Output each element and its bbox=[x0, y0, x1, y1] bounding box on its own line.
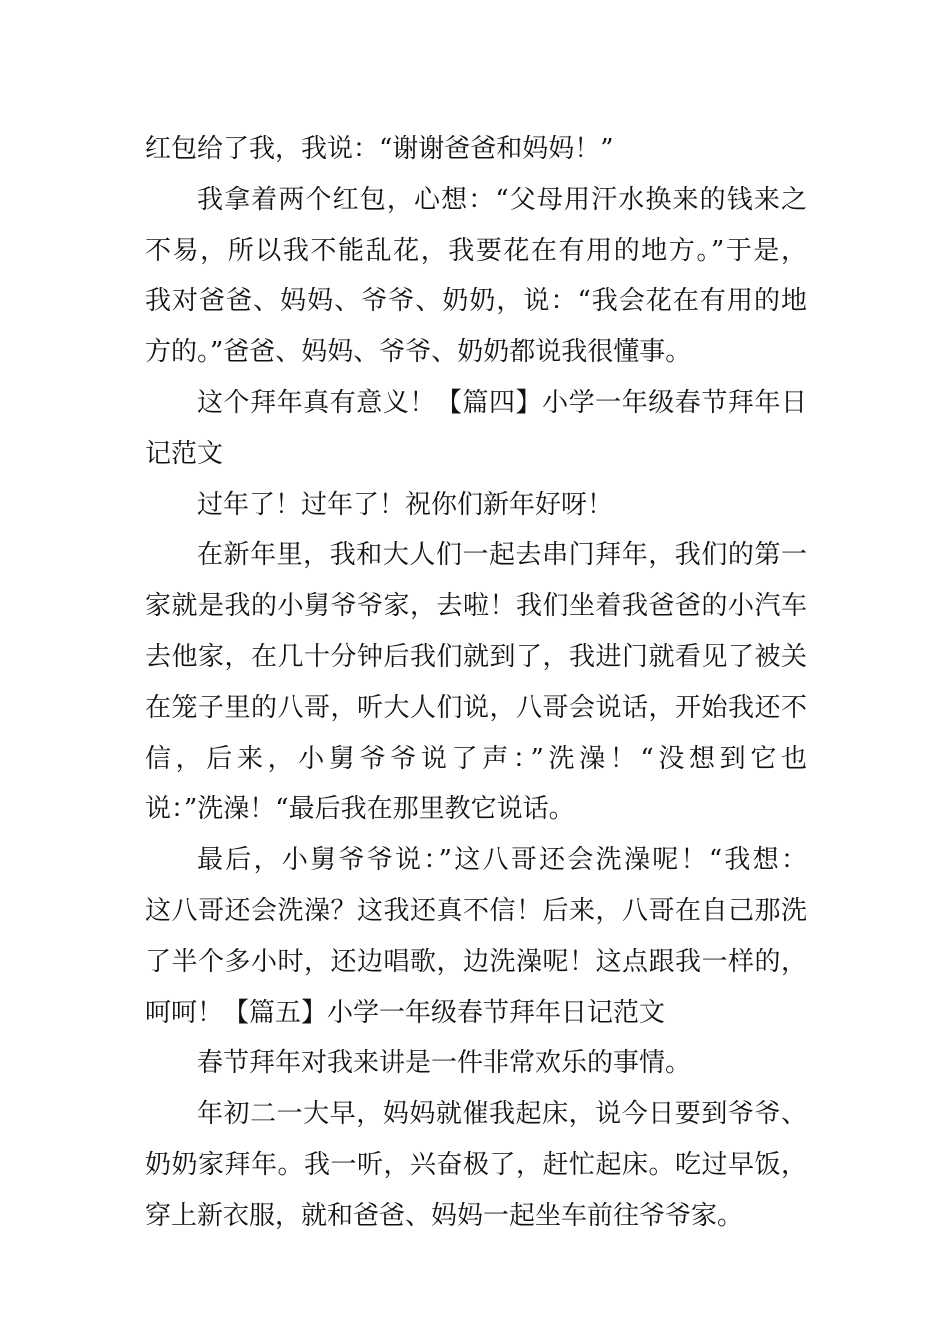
text-line: 我对爸爸、妈妈、爷爷、奶奶，说：“我会花在有用的地 bbox=[145, 286, 807, 317]
text-line: 了半个多小时，还边唱歌，边洗澡呢！这点跟我一样的， bbox=[145, 946, 807, 977]
text-line: 不易，所以我不能乱花，我要花在有用的地方。”于是， bbox=[145, 235, 807, 266]
text-line: 红包给了我，我说：“谢谢爸爸和妈妈！” bbox=[145, 134, 614, 164]
text-line: 信，后来，小舅爷爷说了声：”洗澡！“没想到它也 bbox=[145, 743, 807, 774]
text-line: 春节拜年对我来讲是一件非常欢乐的事情。 bbox=[197, 1048, 692, 1079]
text-line: 家就是我的小舅爷爷家，去啦！我们坐着我爸爸的小汽车 bbox=[145, 591, 807, 622]
text-line: 奶奶家拜年。我一听，兴奋极了，赶忙起床。吃过早饭， bbox=[145, 1149, 807, 1180]
text-line: 这个拜年真有意义！【篇四】小学一年级春节拜年日 bbox=[197, 387, 807, 418]
text-line: 这八哥还会洗澡？这我还真不信！后来，八哥在自己那洗 bbox=[145, 895, 807, 926]
article-body bbox=[145, 124, 807, 1242]
text-line: 在笼子里的八哥，听大人们说，八哥会说话，开始我还不 bbox=[145, 692, 807, 723]
text-line: 过年了！过年了！祝你们新年好呀！ bbox=[197, 489, 614, 520]
text-line: 穿上新衣服，就和爸爸、妈妈一起坐车前往爷爷家。 bbox=[145, 1200, 744, 1231]
text-line: 年初二一大早，妈妈就催我起床，说今日要到爷爷、 bbox=[197, 1099, 807, 1130]
text-line: 最后，小舅爷爷说：”这八哥还会洗澡呢！“我想： bbox=[197, 845, 807, 876]
text-line: 呵呵！【篇五】小学一年级春节拜年日记范文 bbox=[145, 997, 666, 1028]
text-line: 方的。”爸爸、妈妈、爷爷、奶奶都说我很懂事。 bbox=[145, 337, 692, 368]
text-line: 说：”洗澡！“最后我在那里教它说话。 bbox=[145, 794, 575, 825]
text-line: 在新年里，我和大人们一起去串门拜年，我们的第一 bbox=[197, 540, 807, 571]
text-line: 记范文 bbox=[145, 438, 224, 469]
text-line: 去他家，在几十分钟后我们就到了，我进门就看见了被关 bbox=[145, 641, 807, 672]
text-line: 我拿着两个红包，心想：“父母用汗水换来的钱来之 bbox=[197, 184, 807, 215]
